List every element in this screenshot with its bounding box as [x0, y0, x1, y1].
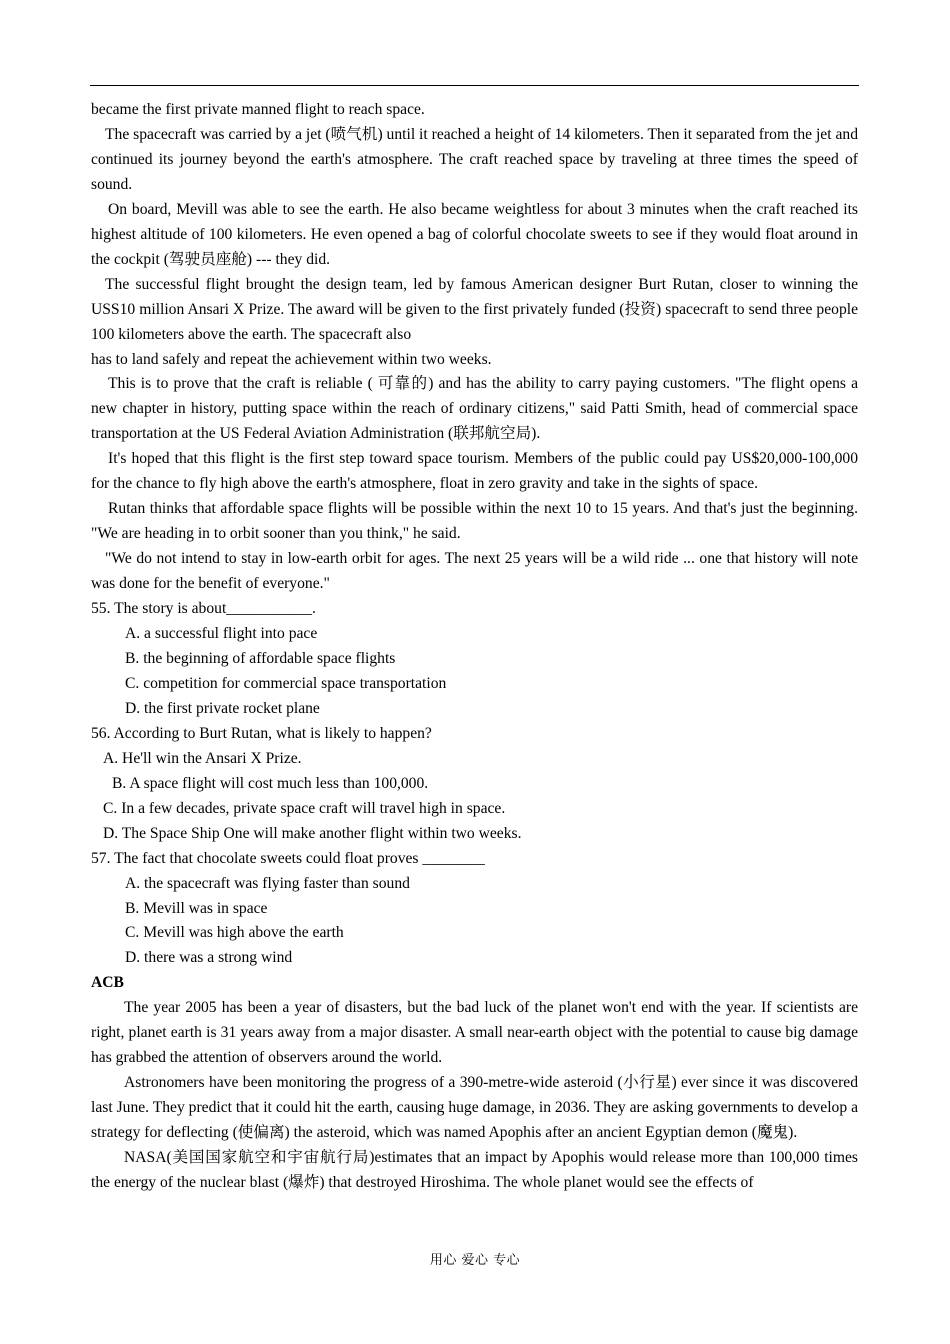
answer-key: ACB [91, 974, 124, 992]
paragraph: The successful flight brought the design team, led by famous American designer Burt Rutan, closer to winning the USS10 million Ansari X Prize. The award will be given to the first privately funded (投资) spacecraft to send three people 100 kilometers above the earth. The spacecraft also [91, 275, 858, 343]
option: A. the spacecraft was flying faster than sound [125, 874, 410, 892]
option: A. a successful flight into pace [125, 625, 318, 643]
option: D. there was a strong wind [125, 949, 293, 967]
paragraph: NASA(美国国家航空和宇宙航行局)estimates that an impact by Apophis would release more than 100,000 times the energy of the nuclear blast (爆炸) that destroyed Hiroshima. The whole planet would see the effects of [91, 1149, 858, 1191]
option: B. the beginning of affordable space flights [125, 649, 396, 667]
question-56-stem: 56. According to Burt Rutan, what is likely to happen? [91, 724, 432, 742]
option: B. A space flight will cost much less than 100,000. [112, 774, 429, 792]
header-rule [90, 85, 859, 86]
option: B. Mevill was in space [125, 899, 268, 917]
option: D. The Space Ship One will make another flight within two weeks. [103, 824, 522, 842]
paragraph: became the first private manned flight to reach space. [91, 101, 425, 118]
question-55-stem: 55. The story is about___________. [91, 600, 316, 618]
paragraph: On board, Mevill was able to see the earth. He also became weightless for about 3 minutes when the craft reached its highest altitude of 100 kilometers. He even opened a bag of colorful chocolate sweets to see if they would float around in the cockpit (驾驶员座舱) --- they did. [91, 200, 858, 268]
document-body [91, 98, 858, 1196]
paragraph: Astronomers have been monitoring the progress of a 390-metre-wide asteroid (小行星) ever since it was discovered last June. They predict that it could hit the earth, causing huge damage, in 2036. They are asking governments to develop a strategy for deflecting (使偏离) the asteroid, which was named Apophis after an ancient Egyptian demon (魔鬼). [91, 1074, 858, 1142]
paragraph: "We do not intend to stay in low-earth orbit for ages. The next 25 years will be a wild ride ... one that history will note was done for the benefit of everyone." [91, 550, 858, 593]
paragraph: The year 2005 has been a year of disasters, but the bad luck of the planet won't end with the year. If scientists are right, planet earth is 31 years away from a major disaster. A small near-earth object with the potential to cause big damage has grabbed the attention of observers around the world. [91, 999, 858, 1067]
question-57-stem: 57. The fact that chocolate sweets could float proves ________ [91, 849, 485, 867]
option: C. Mevill was high above the earth [125, 924, 344, 942]
paragraph: This is to prove that the craft is reliable ( 可靠的) and has the ability to carry paying customers. "The flight opens a new chapter in history, putting space within the reach of ordinary citizens," said Patti Smith, head of commercial space transportation at the US Federal Aviation Administration (联邦航空局). [91, 375, 858, 443]
paragraph: It's hoped that this flight is the first step toward space tourism. Members of the public could pay US$20,000-100,000 for the chance to fly high above the earth's atmosphere, float in zero gravity and take in the sights of space. [91, 450, 858, 493]
option: D. the first private rocket plane [125, 699, 320, 717]
paragraph: Rutan thinks that affordable space flights will be possible within the next 10 to 15 years. And that's just the beginning. "We are heading in to orbit sooner than you think," he said. [91, 500, 858, 543]
option: C. competition for commercial space transportation [125, 674, 447, 692]
paragraph: has to land safely and repeat the achievement within two weeks. [91, 350, 492, 368]
option: A. He'll win the Ansari X Prize. [103, 749, 302, 767]
paragraph: The spacecraft was carried by a jet (喷气机) until it reached a height of 14 kilometers. Then it separated from the jet and continued its journey beyond the earth's atmosphere. The craft reached space by traveling at three times the speed of sound. [91, 125, 858, 193]
option: C. In a few decades, private space craft will travel high in space. [103, 799, 506, 817]
page-footer: 用心 爱心 专心 [429, 1253, 521, 1268]
